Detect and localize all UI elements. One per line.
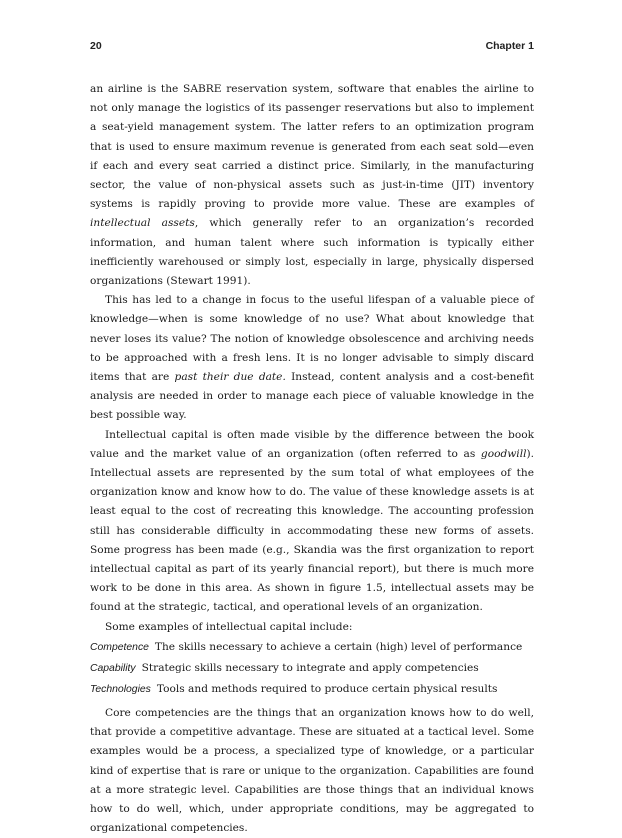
- definition-item: [90, 637, 534, 658]
- paragraph-3: [90, 426, 534, 618]
- definition-term: Capability: [90, 662, 136, 674]
- definition-term: Competence: [90, 641, 149, 653]
- definition-text: Tools and methods required to produce certain physical results: [156, 682, 498, 695]
- definition-list: [90, 637, 534, 700]
- term-goodwill: goodwill: [480, 447, 527, 460]
- page-number: 20: [90, 40, 102, 52]
- paragraph-2: [90, 291, 534, 425]
- definition-text: The skills necessary to achieve a certain (high) level of performance: [154, 640, 523, 653]
- paragraph-4: Some examples of intellectual capital include:: [105, 620, 353, 633]
- definition-item: [90, 679, 534, 700]
- page-header: [90, 40, 534, 56]
- definition-term: Technologies: [90, 683, 151, 695]
- term-intellectual-assets: intellectual assets: [90, 217, 195, 230]
- paragraph-2-text-b: Instead, content analysis and a cost-benefit analysis are needed in order to manage each piece of valuable knowledge in the best possible way.: [90, 371, 534, 422]
- paragraph-3-text-a: Intellectual capital is often made visible by the difference between the book value and the market value of an organization (often referred to as: [90, 428, 534, 460]
- body-text: [90, 80, 534, 838]
- paragraph-1: [90, 80, 534, 291]
- paragraph-1-text-a: an airline is the SABRE reservation system, software that enables the airline to not only manage the logistics of its passenger reservations but also to implement a seat-yield management system. The latter refers to an optimization program that is used to ensure maximum revenue is generated from each seat sold—even if each and every seat carried a distinct price. Similarly, in the manufacturing sector, the value of non-physical assets such as just-in-time (JIT) inventory systems is rapidly proving to provide more value. These are examples of: [90, 83, 534, 211]
- running-head: Chapter 1: [485, 40, 534, 52]
- paragraph-5: Core competencies are the things that an organization knows how to do well, that provide a competitive advantage. These are situated at a tactical level. Some examples would be a process, a specialized type of knowledge, or a particular kind of expertise that is rare or unique to the organization. Capabilities are found at a more strategic level. Capabilities are those things that an individual knows how to do well, which, under appropriate conditions, may be aggregated to organizational competencies.: [90, 706, 534, 835]
- definition-item: [90, 658, 534, 679]
- definition-text: Strategic skills necessary to integrate and apply competencies: [141, 661, 479, 674]
- paragraph-1-text-b: , which generally refer to an organization’s recorded information, and human talent where such information is typically either inefficiently warehoused or simply lost, especially in large, physically dispersed organizations (Stewart 1991).: [90, 217, 534, 288]
- term-past-due-date: past their due date.: [174, 371, 286, 384]
- paragraph-2-text-a: This has led to a change in focus to the useful lifespan of a valuable piece of knowledge—when is some knowledge of no use? What about knowledge that never loses its value? The notion of knowledge obsolescence and archiving needs to be approached with a fresh lens. It is no longer advisable to simply discard items that are: [90, 294, 534, 384]
- paragraph-3-text-b: ). Intellectual assets are represented by the sum total of what employees of the organization know and know how to do. The value of these knowledge assets is at least equal to the cost of recreating this knowledge. The accounting profession still has considerable difficulty in accommodating these new forms of assets. Some progress has been made (e.g., Skandia was the first organization to report intellectual capital as part of its yearly financial report), but there is much more work to be done in this area. As shown in figure 1.5, intellectual assets may be found at the strategic, tactical, and operational levels of an organization.: [90, 447, 534, 614]
